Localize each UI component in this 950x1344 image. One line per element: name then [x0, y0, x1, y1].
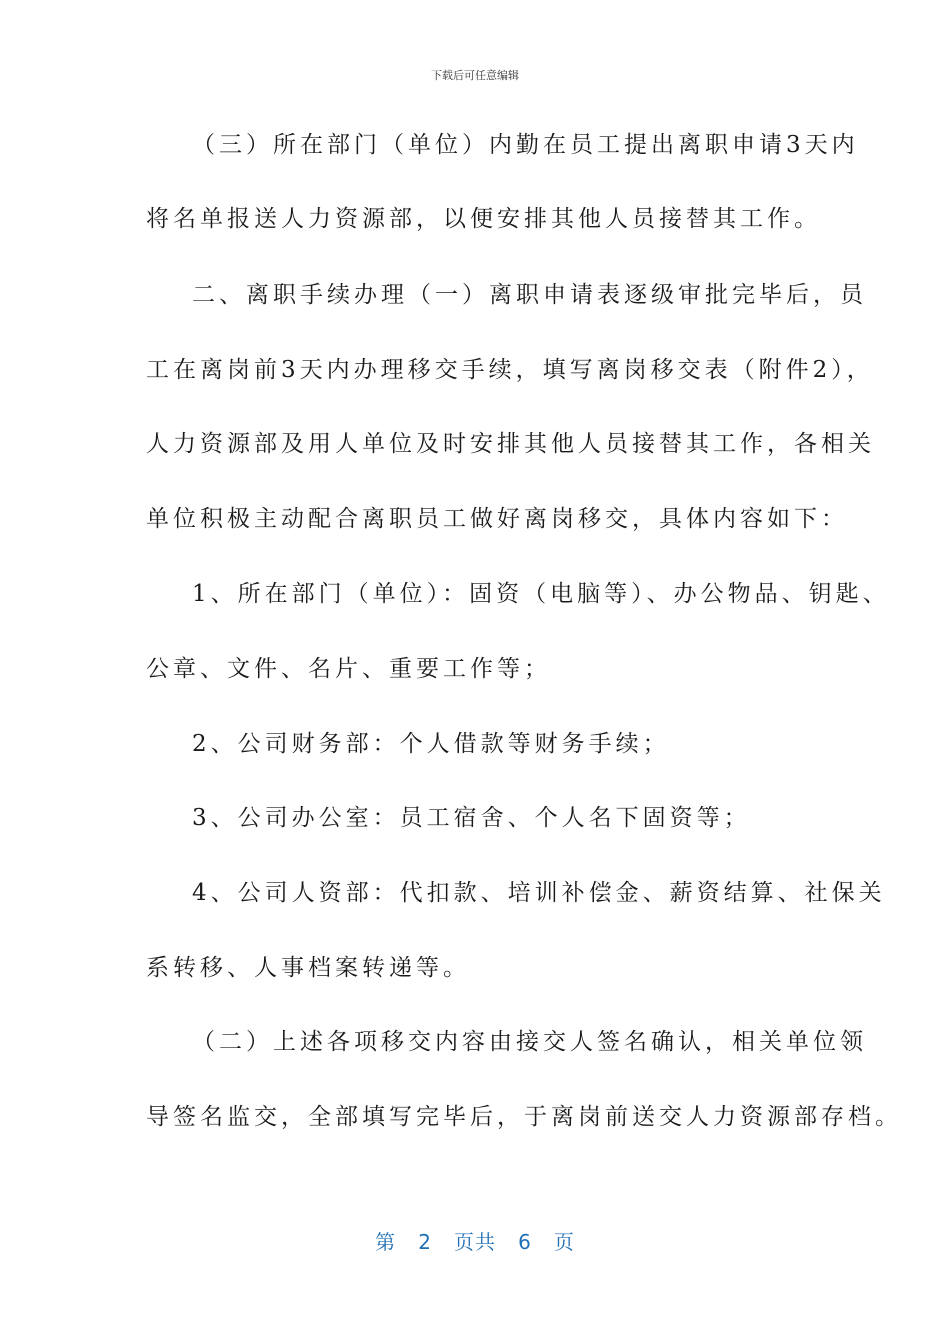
footer-middle: 页共	[454, 1230, 496, 1254]
paragraph-line: 3、公司办公室：员工宿舍、个人名下固资等；	[192, 805, 751, 831]
paragraph-line: 单位积极主动配合离职员工做好离岗移交，具体内容如下：	[146, 506, 848, 532]
footer-current-page: 2	[418, 1230, 432, 1254]
paragraph-line: 工在离岗前3天内办理移交手续，填写离岗移交表（附件2），	[146, 357, 874, 383]
footer-total-pages: 6	[518, 1230, 532, 1254]
paragraph-line: （二）上述各项移交内容由接交人签名确认，相关单位领	[192, 1029, 867, 1055]
footer-suffix: 页	[553, 1230, 575, 1254]
paragraph-line: 系转移、人事档案转递等。	[146, 955, 470, 981]
paragraph-line: 将名单报送人力资源部，以便安排其他人员接替其工作。	[146, 206, 821, 232]
page-footer	[0, 1226, 950, 1255]
paragraph-line: 公章、文件、名片、重要工作等；	[146, 656, 551, 682]
paragraph-line: 4、公司人资部：代扣款、培训补偿金、薪资结算、社保关	[192, 880, 886, 906]
paragraph-line: 2、公司财务部：个人借款等财务手续；	[192, 731, 670, 757]
paragraph-line: 人力资源部及用人单位及时安排其他人员接替其工作，各相关	[146, 431, 875, 457]
paragraph-line: 导签名监交，全部填写完毕后，于离岗前送交人力资源部存档。	[146, 1104, 902, 1130]
paragraph-line: 1、所在部门（单位）：固资（电脑等）、办公物品、钥匙、	[192, 581, 890, 607]
footer-prefix: 第	[375, 1230, 397, 1254]
header-text: 下载后可任意编辑	[431, 69, 519, 82]
paragraph-line: 二、离职手续办理（一）离职申请表逐级审批完毕后，员	[192, 282, 867, 308]
paragraph-line: （三）所在部门（单位）内勤在员工提出离职申请3天内	[192, 132, 859, 158]
